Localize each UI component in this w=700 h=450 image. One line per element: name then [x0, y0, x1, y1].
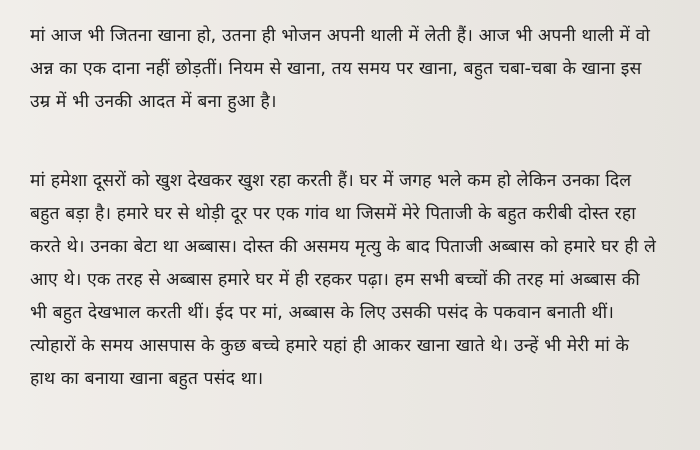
- paragraph-line: आए थे। एक तरह से अब्बास हमारे घर में ही रहकर पढ़ा। हम सभी बच्चों की तरह मां अब्बास की: [30, 270, 640, 290]
- paragraph-line: बहुत बड़ा है। हमारे घर से थोड़ी दूर पर एक गांव था जिसमें मेरे पिताजी के बहुत करीबी दोस्त रहा: [30, 204, 636, 224]
- paragraph-line: मां हमेशा दूसरों को खुश देखकर खुश रहा करती हैं। घर में जगह भले कम हो लेकिन उनका दिल: [30, 171, 632, 191]
- paragraph-line: त्योहारों के समय आसपास के कुछ बच्चे हमारे यहां ही आकर खाना खाते थे। उन्हें भी मेरी मां के: [30, 336, 630, 356]
- paragraph-line: मां आज भी जितना खाना हो, उतना ही भोजन अपनी थाली में लेती हैं। आज भी अपनी थाली में वो: [30, 26, 651, 46]
- paragraph-line: भी बहुत देखभाल करती थीं। ईद पर मां, अब्बास के लिए उसकी पसंद के पकवान बनाती थीं।: [30, 303, 614, 323]
- paragraph-line: उम्र में भी उनकी आदत में बना हुआ है।: [30, 92, 277, 112]
- paragraph-1: [30, 20, 690, 119]
- paragraph-2: [30, 165, 690, 396]
- paragraph-line: करते थे। उनका बेटा था अब्बास। दोस्त की असमय मृत्यु के बाद पिताजी अब्बास को हमारे घर ही ले: [30, 237, 657, 257]
- paragraph-line: हाथ का बनाया खाना बहुत पसंद था।: [30, 369, 264, 389]
- paragraph-line: अन्न का एक दाना नहीं छोड़तीं। नियम से खाना, तय समय पर खाना, बहुत चबा-चबा के खाना इस: [30, 59, 642, 79]
